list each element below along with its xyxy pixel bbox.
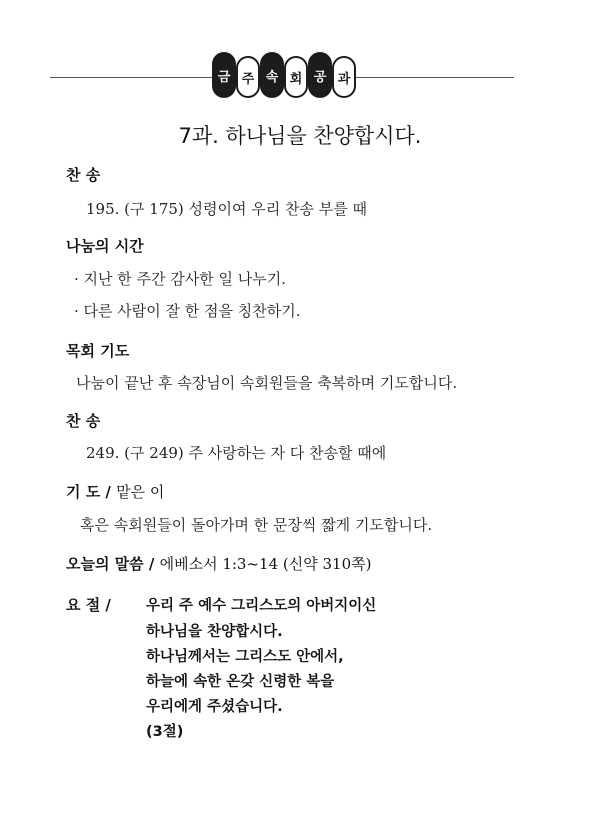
leader-prayer-heading: 목회 기도 (66, 342, 130, 360)
header-pill: 회 (284, 56, 308, 98)
hymn2-text: 249. (구 249) 주 사랑하는 자 다 찬송할 때에 (86, 444, 387, 462)
header-pill: 속 (260, 52, 284, 98)
key-verse-line: 하나님을 찬양합시다. (146, 624, 283, 640)
header-pill: 주 (236, 56, 260, 98)
header-pill: 금 (212, 52, 236, 98)
key-verse-line: 우리에게 주셨습니다. (146, 699, 283, 715)
leader-prayer-text: 나눔이 끝난 후 속장님이 속회원들을 축복하며 기도합니다. (76, 374, 458, 392)
hymn1-text: 195. (구 175) 성령이여 우리 찬송 부를 때 (86, 200, 367, 218)
key-verse-line: 하나님께서는 그리스도 안에서, (146, 649, 344, 665)
prayer-sub: 맡은 이 (116, 483, 165, 501)
word-reference: 에베소서 1:3~14 (신약 310쪽) (159, 555, 372, 573)
key-verse-reference: (3절) (146, 724, 184, 740)
hymn1-heading: 찬 송 (66, 166, 101, 184)
prayer-heading (66, 481, 164, 502)
header-badge (212, 52, 360, 102)
hymn2-heading: 찬 송 (66, 412, 101, 430)
sharing-item: · 다른 사람이 잘 한 점을 칭찬하기. (74, 302, 301, 320)
header-pill: 공 (308, 52, 332, 98)
key-verse-line: 하늘에 속한 온갖 신령한 복을 (146, 674, 335, 690)
sharing-heading: 나눔의 시간 (66, 237, 144, 255)
key-verse-line: 우리 주 예수 그리스도의 아버지이신 (146, 598, 377, 614)
word-heading (66, 553, 371, 574)
key-verse-heading: 요 절 / (66, 596, 111, 614)
prayer-label: 기 도 / (66, 483, 111, 501)
header-pill: 과 (332, 56, 356, 98)
page-title: 7과. 하나님을 찬양합시다. (178, 124, 422, 148)
word-label: 오늘의 말씀 / (66, 555, 155, 573)
prayer-text: 혹은 속회원들이 돌아가며 한 문장씩 짧게 기도합니다. (80, 516, 433, 534)
sharing-item: · 지난 한 주간 감사한 일 나누기. (74, 270, 287, 288)
